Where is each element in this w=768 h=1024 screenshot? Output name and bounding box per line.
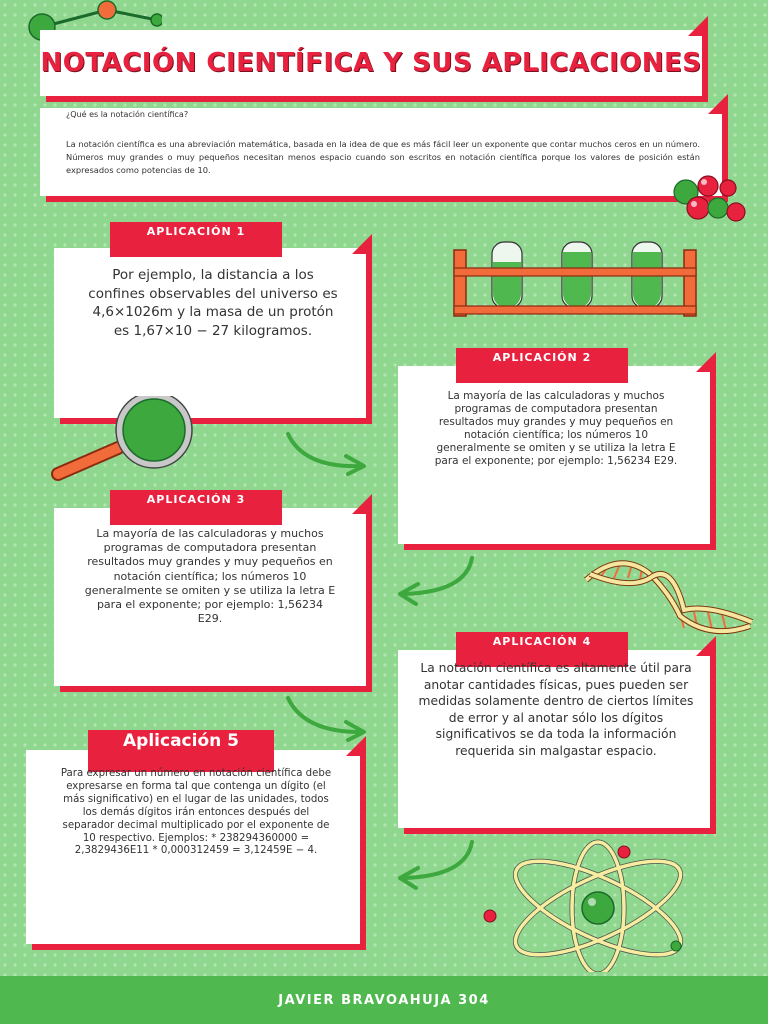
application-2-label: APLICACIÓN 2 (456, 348, 628, 383)
application-5-label: Aplicación 5 (88, 730, 274, 772)
title-card (40, 30, 702, 96)
arrow-icon (386, 554, 482, 606)
application-4-text: La notación científica es altamente útil para anotar cantidades físicas, pues pueden ser medidas solamente dentro de ciertos límites de error y al anotar sólo los dígitos significativos se da toda la información requerida sin malgastar espacio. (418, 661, 694, 758)
application-3-text: La mayoría de las calculadoras y muchos programas de computadora presentan resultados muy grandes y muy pequeños en notación científica; los números 10 generalmente se omiten y se utiliza la letra E para el exponente; por ejemplo: 1,56234 E29. (84, 527, 336, 626)
arrow-icon (284, 430, 380, 476)
intro-question: ¿Qué es la notación científica? (66, 110, 189, 119)
application-2-text: La mayoría de las calculadoras y muchos programas de computadora presentan resultados muy grandes y muy pequeños en notación científica; los números 10 generalmente se omiten y se utiliza la letra E para el exponente; por ejemplo: 1,56234 E29. (434, 390, 678, 467)
molecule-cluster-icon (668, 174, 752, 224)
application-1-text: Por ejemplo, la distancia a los confines observables del universo es 4,6×1026m y la masa de un protón es 1,67×10 − 27 kilogramos. (88, 267, 338, 339)
application-1-label: APLICACIÓN 1 (110, 222, 282, 257)
page-title: NOTACIÓN CIENTÍFICA Y SUS APLICACIONES (40, 48, 702, 78)
application-5-text: Para expresar un número en notación científica debe expresarse en forma tal que contenga un dígito (el más significativo) en el lugar de las unidades, todos los demás dígitos irán entonces después del separador decimal multiplicado por el exponente de 10 respectivo. Ejemplos: * 238294360000 = 2,3829436E11 * 0,000312459 = 3,12459E − 4. (60, 768, 332, 857)
application-3-label: APLICACIÓN 3 (110, 490, 282, 525)
test-tubes-icon (448, 238, 708, 320)
intro-text: La notación científica es una abreviación matemática, basada en la idea de que es más fácil leer un exponente que contar muchos ceros en un número. Números muy grandes o muy pequeños necesitan menos espacio cuando son escritos en notación científica porque los valores de posición están expresados como potencias de 10. (66, 139, 700, 175)
application-4-label: APLICACIÓN 4 (456, 632, 628, 667)
intro-card (40, 108, 722, 196)
atom-icon (476, 838, 702, 972)
author-name: JAVIER BRAVOAHUJA 304 (278, 992, 490, 1008)
arrow-icon (386, 838, 482, 890)
magnifier-icon (40, 396, 210, 486)
footer-bar (0, 976, 768, 1024)
